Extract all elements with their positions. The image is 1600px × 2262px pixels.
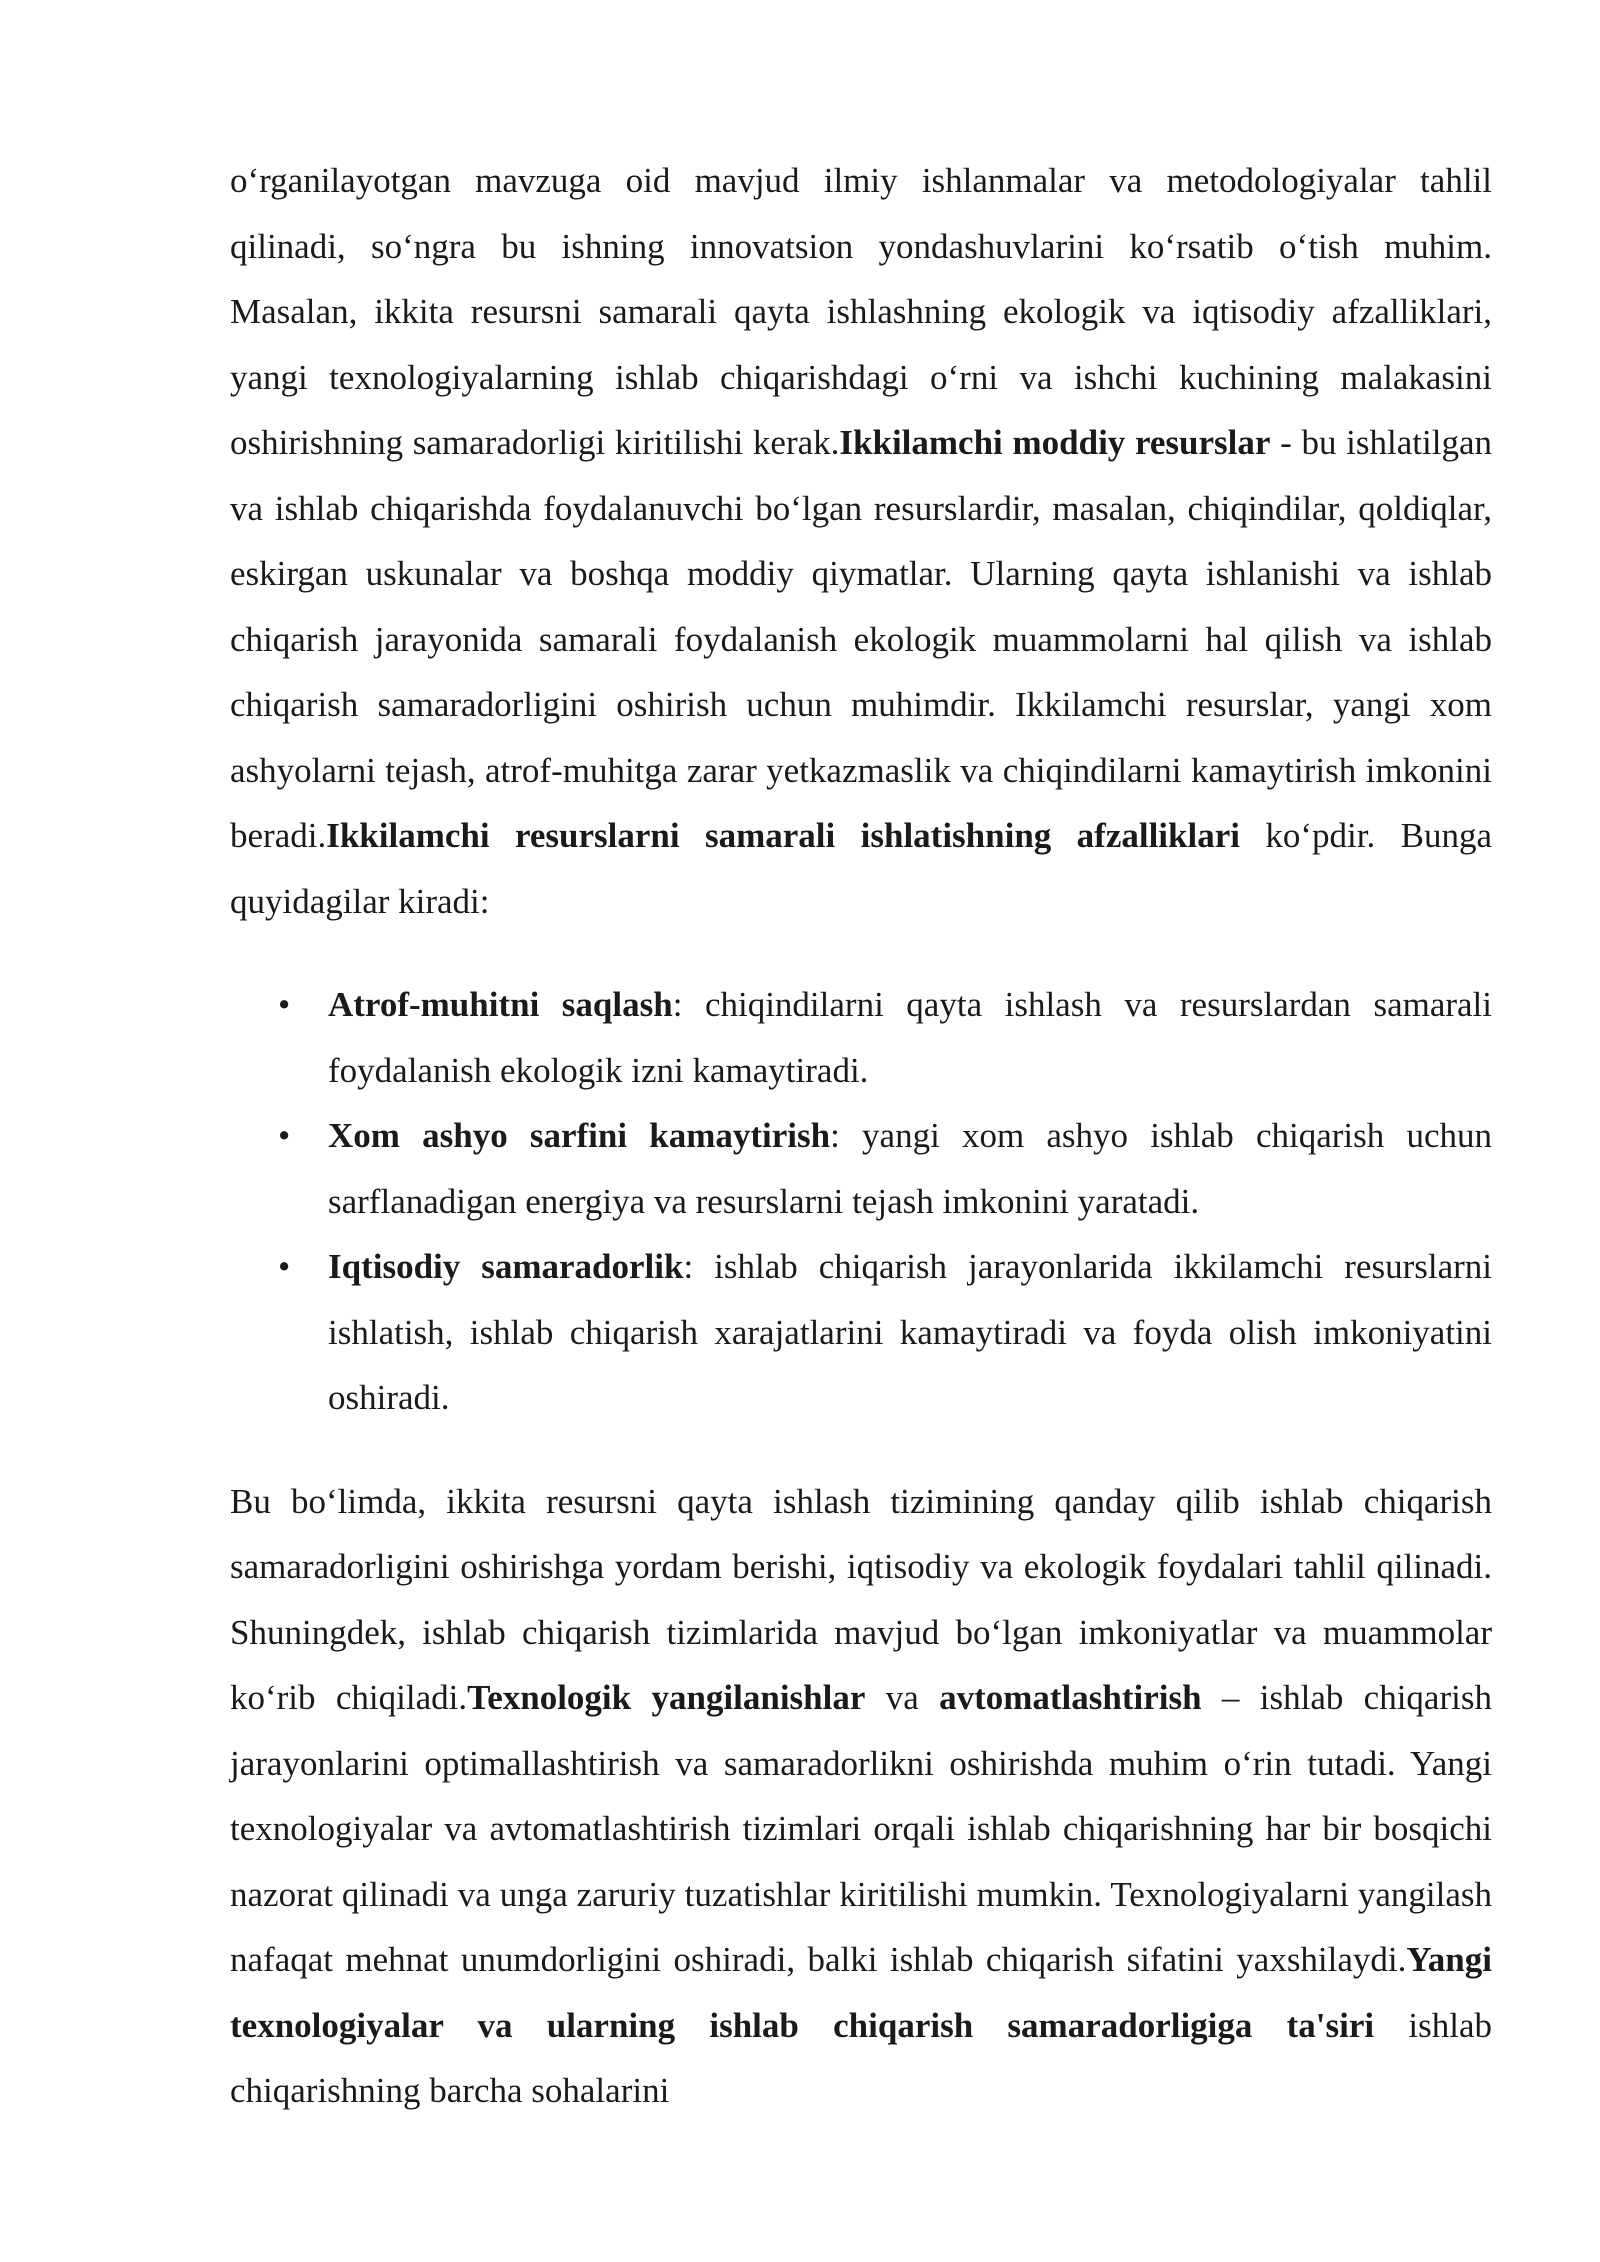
bold-term: Yangi texnologiyalar va ularning ishlab chiqarish samaradorligiga ta'siri bbox=[230, 1940, 1492, 2045]
advantages-list bbox=[230, 972, 1492, 1431]
paragraph-text: o‘rganilayotgan mavzuga oid mavjud ilmiy ishlanmalar va metodologiyalar tahlil qilinadi, so‘ngra bu ishning innovatsion yondashuvlarini ko‘rsatib o‘tish muhim. Masalan, ikkita resursni samarali qayta ishlashning ekologik va iqtisodiy afzalliklari, yangi texnologiyalarning ishlab chiqarishdagi o‘rni va ishchi kuchining malakasini oshirishning samaradorligi kiritilishi kerak. bbox=[230, 161, 1492, 462]
list-item bbox=[328, 1103, 1492, 1234]
bold-term: Ikkilamchi resurslarni samarali ishlatishning afzalliklari bbox=[326, 816, 1240, 855]
paragraph-text: Bu bo‘limda, ikkita resursni qayta ishlash tizimining qanday qilib ishlab chiqarish samaradorligini oshirishga yordam berishi, iqtisodiy va ekologik foydalari tahlil qilinadi. Shuningdek, ishlab chiqarish tizimlarida mavjud bo‘lgan imkoniyatlar va muammolar ko‘rib chiqiladi. bbox=[230, 1481, 1492, 1717]
bold-term: Xom ashyo sarfini kamaytirish bbox=[328, 1116, 831, 1155]
document-page bbox=[230, 148, 1492, 2124]
list-item-text: : ishlab chiqarish jarayonlarida ikkilamchi resurslarni ishlatish, ishlab chiqarish xarajatlarini kamaytiradi va foyda olish imkoniyatini oshiradi. bbox=[328, 1247, 1492, 1417]
bold-term: Texnologik yangilanishlar bbox=[467, 1678, 866, 1717]
list-item-text: : chiqindilarni qayta ishlash va resurslardan samarali foydalanish ekologik izni kamaytiradi. bbox=[328, 985, 1492, 1090]
paragraph-text: - bu ishlatilgan va ishlab chiqarishda foydalanuvchi bo‘lgan resurslardir, masalan, chiqindilar, qoldiqlar, eskirgan uskunalar va boshqa moddiy qiymatlar. Ularning qayta ishlanishi va ishlab chiqarish jarayonida samarali foydalanish ekologik muammolarni hal qilish va ishlab chiqarish samaradorligini oshirish uchun muhimdir. Ikkilamchi resurslar, yangi xom ashyolarni tejash, atrof-muhitga zarar yetkazmaslik va chiqindilarni kamaytirish imkonini beradi. bbox=[230, 423, 1492, 855]
paragraph-intro bbox=[230, 148, 1492, 934]
bold-term: Ikkilamchi moddiy resurslar bbox=[839, 423, 1271, 462]
paragraph-text: ishlab chiqarishning barcha sohalarini bbox=[230, 2005, 1492, 2110]
bold-term: Iqtisodiy samaradorlik bbox=[328, 1247, 684, 1286]
list-item bbox=[328, 972, 1492, 1103]
paragraph-text: ko‘pdir. Bunga quyidagilar kiradi: bbox=[230, 816, 1492, 921]
list-item bbox=[328, 1234, 1492, 1431]
paragraph-text: – ishlab chiqarish jarayonlarini optimallashtirish va samaradorlikni oshirishda muhim o‘rin tutadi. Yangi texnologiyalar va avtomatlashtirish tizimlari orqali ishlab chiqarishning har bir bosqichi nazorat qilinadi va unga zaruriy tuzatishlar kiritilishi mumkin. Texnologiyalarni yangilash nafaqat mehnat unumdorligini oshiradi, balki ishlab chiqarish sifatini yaxshilaydi. bbox=[230, 1678, 1492, 1979]
bold-term: Atrof-muhitni saqlash bbox=[328, 985, 673, 1024]
bold-term: avtomatlashtirish bbox=[939, 1678, 1202, 1717]
list-item-text: : yangi xom ashyo ishlab chiqarish uchun sarflanadigan energiya va resurslarni tejash imkonini yaratadi. bbox=[328, 1116, 1492, 1221]
paragraph-section bbox=[230, 1469, 1492, 2124]
paragraph-text: va bbox=[865, 1678, 940, 1717]
